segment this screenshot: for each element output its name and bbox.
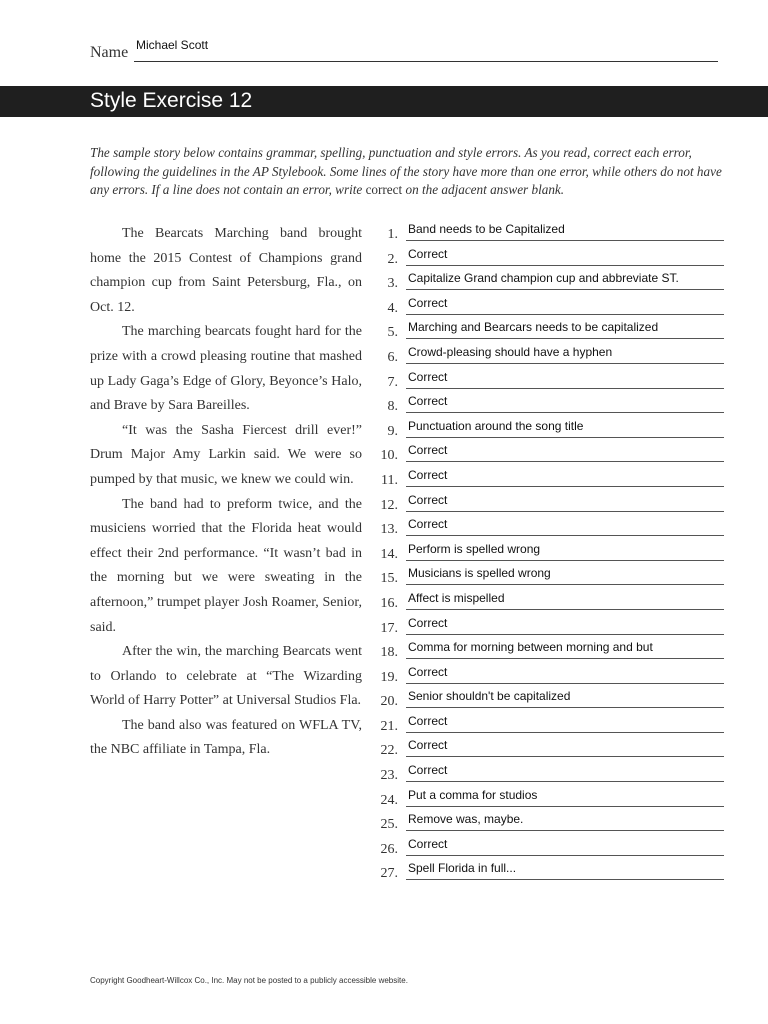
answer-row <box>372 245 724 270</box>
answer-row <box>372 220 724 245</box>
name-row <box>90 36 718 64</box>
story-paragraph: The Bearcats Marching band brought home the 2015 Contest of Champions grand champion cup from Saint Petersburg, Fla., on Oct. 12. <box>90 226 362 315</box>
answer-blank-line <box>406 240 724 241</box>
answer-field[interactable]: Correct <box>408 443 448 458</box>
answer-number: 27. <box>380 866 398 882</box>
answer-blank-line <box>406 265 724 266</box>
name-field[interactable]: Michael Scott <box>136 38 209 52</box>
instructions <box>90 144 726 200</box>
answer-blank-line <box>406 535 724 536</box>
answer-row <box>372 515 724 540</box>
answer-field[interactable]: Correct <box>408 369 448 384</box>
answer-blank-line <box>406 584 724 585</box>
answer-blank-line <box>406 658 724 659</box>
answer-number: 19. <box>380 669 398 685</box>
answer-field[interactable]: Correct <box>408 467 448 482</box>
answer-blank-line <box>406 879 724 880</box>
answer-field[interactable]: Punctuation around the song title <box>408 418 584 433</box>
answer-field[interactable]: Marching and Bearcars needs to be capitalized <box>408 320 659 335</box>
answer-row <box>372 638 724 663</box>
answer-row <box>372 736 724 761</box>
answer-blank-line <box>406 781 724 782</box>
answer-number: 20. <box>380 694 398 710</box>
title-bar <box>0 86 768 117</box>
story-paragraph: “It was the Sasha Fiercest drill ever!” Drum Major Amy Larkin said. We were so pumped by that music, we knew we could win. <box>90 422 362 487</box>
answer-row <box>372 318 724 343</box>
answer-blank-line <box>406 314 724 315</box>
answer-field[interactable]: Crowd-pleasing should have a hyphen <box>408 344 613 359</box>
answer-row <box>372 540 724 565</box>
answer-number: 4. <box>387 300 398 316</box>
answer-blank-line <box>406 388 724 389</box>
answer-blank-line <box>406 338 724 339</box>
answer-field[interactable]: Correct <box>408 615 448 630</box>
answer-number: 17. <box>380 620 398 636</box>
answer-field[interactable]: Perform is spelled wrong <box>408 541 541 556</box>
answer-field[interactable]: Musicians is spelled wrong <box>408 566 551 581</box>
name-label: Name <box>90 44 129 61</box>
answer-row <box>372 663 724 688</box>
answer-number: 24. <box>380 792 398 808</box>
answer-field[interactable]: Correct <box>408 246 448 261</box>
answer-number: 22. <box>380 743 398 759</box>
answer-blank-line <box>406 486 724 487</box>
answer-field[interactable]: Correct <box>408 664 448 679</box>
answer-blank-line <box>406 289 724 290</box>
answer-number: 18. <box>380 645 398 661</box>
answer-row <box>372 835 724 860</box>
answer-number: 25. <box>380 817 398 833</box>
answer-blank-line <box>406 363 724 364</box>
answer-number: 8. <box>387 399 398 415</box>
answer-number: 12. <box>380 497 398 513</box>
answer-blank-line <box>406 560 724 561</box>
answer-number: 10. <box>380 448 398 464</box>
answer-field[interactable]: Correct <box>408 713 448 728</box>
page-title: Style Exercise 12 <box>90 89 253 112</box>
answer-number: 11. <box>381 472 398 488</box>
answer-field[interactable]: Correct <box>408 836 448 851</box>
instructions-text-1: The sample story below contains grammar, spelling, punctuation and style errors. As you read, correct each error, following the guidelines in the AP Stylebook. Some lines of the story have more than one error, while others do not have any errors. If a line does not contain an error, write <box>90 145 722 197</box>
answer-blank-line <box>406 511 724 512</box>
answer-number: 21. <box>380 718 398 734</box>
answer-number: 26. <box>380 841 398 857</box>
answer-blank-line <box>406 707 724 708</box>
answer-number: 1. <box>387 227 398 242</box>
answer-row <box>372 343 724 368</box>
answer-field[interactable]: Comma for morning between morning and but <box>408 640 653 655</box>
answer-blank-line <box>406 634 724 635</box>
answer-field[interactable]: Spell Florida in full... <box>408 861 517 876</box>
answer-row <box>372 564 724 589</box>
answer-blank-line <box>406 830 724 831</box>
story-paragraph: The band also was featured on WFLA TV, the NBC affiliate in Tampa, Fla. <box>90 717 362 758</box>
answer-number: 23. <box>380 768 398 784</box>
answer-row <box>372 294 724 319</box>
answer-number: 6. <box>387 349 398 365</box>
answer-row <box>372 859 724 884</box>
answer-row <box>372 368 724 393</box>
answer-field[interactable]: Put a comma for studios <box>408 787 538 802</box>
answer-row <box>372 392 724 417</box>
answer-field[interactable]: Correct <box>408 492 448 507</box>
story-paragraph: After the win, the marching Bearcats went to Orlando to celebrate at “The Wizarding World of Harry Potter” at Universal Studios Fla. <box>90 644 362 709</box>
answer-blank-line <box>406 437 724 438</box>
instructions-text-2: on the adjacent answer blank. <box>402 182 565 197</box>
answer-field[interactable]: Remove was, maybe. <box>408 812 524 827</box>
story-paragraph: The marching bearcats fought hard for the prize with a crowd pleasing routine that mashed up Lady Gaga’s Edge of Glory, Beyonce’s Halo, and Brave by Sara Bareilles. <box>90 324 362 414</box>
answer-row <box>372 466 724 491</box>
answer-field[interactable]: Correct <box>408 394 448 409</box>
name-underline <box>134 61 718 62</box>
answer-field[interactable]: Correct <box>408 517 448 532</box>
story-text <box>90 222 362 763</box>
answer-number: 5. <box>387 325 398 341</box>
answer-number: 13. <box>380 522 398 538</box>
instructions-keyword: correct <box>365 182 403 197</box>
answer-number: 15. <box>380 571 398 587</box>
answer-field[interactable]: Capitalize Grand champion cup and abbreviate ST. <box>408 271 679 286</box>
answer-field[interactable]: Correct <box>408 295 448 310</box>
answer-row <box>372 687 724 712</box>
answer-field[interactable]: Senior shouldn't be capitalized <box>408 689 571 704</box>
answer-blank-line <box>406 609 724 610</box>
answer-number: 16. <box>380 595 398 611</box>
answer-row <box>372 417 724 442</box>
answer-row <box>372 441 724 466</box>
answer-blank-line <box>406 806 724 807</box>
answer-row <box>372 589 724 614</box>
answer-blank-line <box>406 756 724 757</box>
answer-number: 3. <box>387 276 398 292</box>
answer-blank-line <box>406 732 724 733</box>
answer-blank-line <box>406 412 724 413</box>
answer-number: 14. <box>380 546 398 562</box>
answer-number: 7. <box>387 374 398 390</box>
story-paragraph: The band had to preform twice, and the musiciens worried that the Florida heat would effect their 2nd performance. “It wasn’t bad in the morning but we were sweating in the afternoon,” trumpet player Josh Roamer, Senior, said. <box>90 496 362 635</box>
answer-row <box>372 491 724 516</box>
answer-blank-line <box>406 683 724 684</box>
answer-list <box>372 220 724 884</box>
answer-field[interactable]: Band needs to be Capitalized <box>408 222 565 236</box>
answer-field[interactable]: Correct <box>408 738 448 753</box>
answer-number: 2. <box>387 251 398 267</box>
answer-field[interactable]: Correct <box>408 763 448 778</box>
answer-blank-line <box>406 855 724 856</box>
answer-field[interactable]: Affect is mispelled <box>408 590 505 605</box>
answer-number: 9. <box>387 423 398 439</box>
answer-row <box>372 761 724 786</box>
answer-row <box>372 786 724 811</box>
answer-row <box>372 810 724 835</box>
answer-row <box>372 269 724 294</box>
answer-blank-line <box>406 461 724 462</box>
answer-row <box>372 614 724 639</box>
answer-row <box>372 712 724 737</box>
copyright-footer: Copyright Goodheart-Willcox Co., Inc. May not be posted to a publicly accessible website. <box>90 976 408 985</box>
